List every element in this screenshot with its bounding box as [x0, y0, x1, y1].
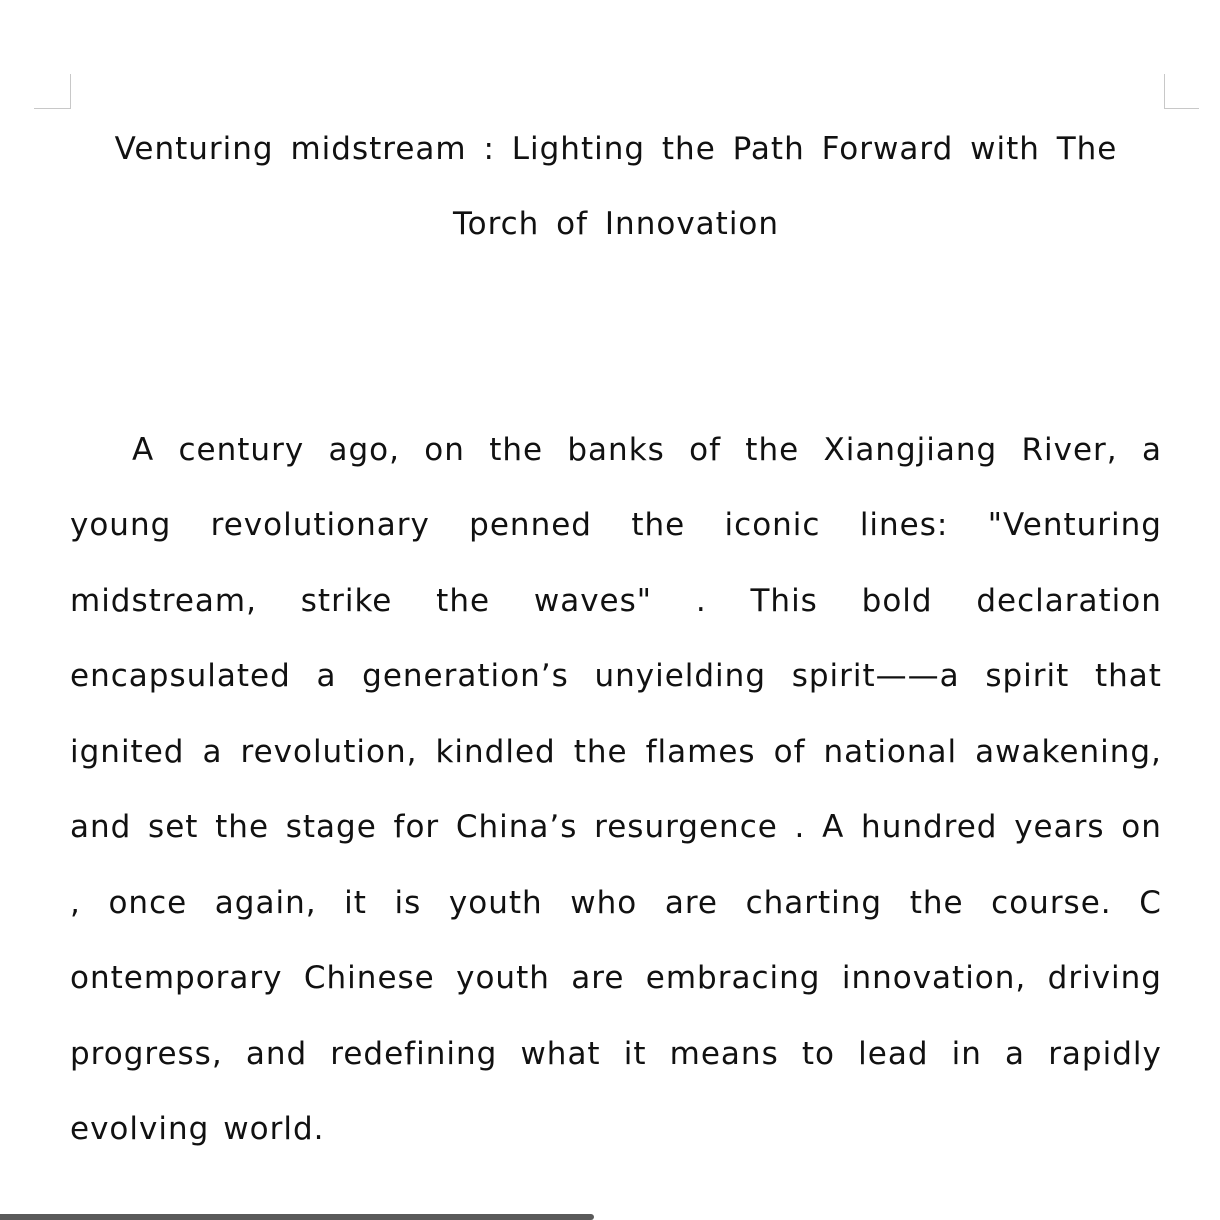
paragraph-word: stage [285, 809, 377, 846]
paragraph-word: lead [858, 1035, 929, 1072]
paragraph-word: China’s [455, 809, 578, 846]
paragraph-line [70, 714, 1162, 790]
paragraph-word: a [202, 733, 223, 770]
paragraph-line [70, 941, 1162, 1017]
paragraph-line [70, 1092, 1162, 1168]
paragraph-word: national [823, 733, 958, 770]
paragraph-word: for [393, 809, 440, 846]
paragraph-word: the [489, 431, 544, 468]
paragraph-line [70, 412, 1162, 488]
paragraph-word: lines: [859, 507, 949, 544]
paragraph-word: driving [1047, 960, 1162, 997]
paragraph-word: embracing [645, 960, 821, 997]
paragraph-word: unyielding [594, 658, 766, 695]
paragraph-word: rapidly [1048, 1035, 1162, 1072]
paragraph-word: a [1005, 1035, 1026, 1072]
document-title [70, 112, 1162, 262]
paragraph-word: world. [223, 1111, 325, 1148]
paragraph-word: Xiangjiang [823, 431, 998, 468]
paragraph-word: it [623, 1035, 647, 1072]
paragraph-word: the [631, 507, 686, 544]
paragraph-word: on [424, 431, 465, 468]
margin-corner-mark-right [1164, 74, 1199, 109]
paragraph-word: spirit——a [791, 658, 960, 695]
paragraph-line [70, 1016, 1162, 1092]
paragraph-word: young [70, 507, 172, 544]
paragraph-word: waves" [533, 582, 653, 619]
paragraph-word: strike [300, 582, 393, 619]
paragraph-word: redefining [330, 1035, 498, 1072]
title-line-2: Torch of Innovation [452, 206, 780, 242]
paragraph-word: evolving [70, 1111, 210, 1148]
paragraph-word: on [1121, 809, 1162, 846]
paragraph-word: resurgence [594, 809, 778, 846]
paragraph-word: A [132, 431, 155, 468]
paragraph-word: kindled [435, 733, 556, 770]
paragraph-word: encapsulated [70, 658, 291, 695]
paragraph-word: once [108, 884, 188, 921]
paragraph-word: Chinese [303, 960, 435, 997]
paragraph-word: the [909, 884, 964, 921]
paragraph-word: ontemporary [70, 960, 283, 997]
paragraph-word: means [669, 1035, 779, 1072]
paragraph-word: spirit [985, 658, 1070, 695]
paragraph-word: revolution, [240, 733, 418, 770]
paragraph-word: and [245, 1035, 308, 1072]
paragraph-word: declaration [976, 582, 1162, 619]
paragraph-word: what [520, 1035, 601, 1072]
title-line-1: Venturing midstream : Lighting the Path Forward with The [114, 131, 1118, 167]
paragraph-word: , [70, 884, 81, 921]
paragraph-word: . [695, 582, 707, 619]
paragraph-word: are [664, 884, 718, 921]
paragraph-word: iconic [724, 507, 821, 544]
paragraph-word: C [1139, 884, 1162, 921]
paragraph-word: set [148, 809, 199, 846]
paragraph-word: youth [456, 960, 550, 997]
paragraph-word: again, [214, 884, 317, 921]
paragraph-word: the [436, 582, 491, 619]
paragraph-word: River, [1021, 431, 1118, 468]
paragraph-line [70, 563, 1162, 639]
paragraph-line [70, 639, 1162, 715]
paragraph-word: and [70, 809, 132, 846]
paragraph-word: years [1014, 809, 1105, 846]
paragraph-word: revolutionary [210, 507, 430, 544]
paragraph-word: of [689, 431, 721, 468]
paragraph-word: are [571, 960, 625, 997]
paragraph-word: awakening, [975, 733, 1162, 770]
paragraph-word: the [573, 733, 628, 770]
paragraph-word: This [750, 582, 818, 619]
paragraph-word: of [773, 733, 806, 770]
paragraph-word: course. [991, 884, 1112, 921]
paragraph-word: banks [567, 431, 665, 468]
paragraph-word: hundred [861, 809, 998, 846]
paragraph-line [70, 865, 1162, 941]
paragraph-word: A [822, 809, 845, 846]
paragraph-word: penned [469, 507, 592, 544]
paragraph-word: flames [645, 733, 756, 770]
paragraph-word: is [394, 884, 422, 921]
paragraph-word: charting [745, 884, 883, 921]
paragraph-word: progress, [70, 1035, 223, 1072]
body-paragraph [70, 412, 1162, 1167]
paragraph-word: it [344, 884, 367, 921]
paragraph-word: in [951, 1035, 982, 1072]
paragraph-word: who [570, 884, 638, 921]
paragraph-word: bold [861, 582, 933, 619]
paragraph-word: "Venturing [987, 507, 1162, 544]
horizontal-scrollbar[interactable] [0, 1214, 594, 1220]
paragraph-line [70, 790, 1162, 866]
paragraph-word: a [316, 658, 337, 695]
margin-corner-mark-left [34, 74, 71, 109]
paragraph-word: . [794, 809, 806, 846]
paragraph-word: generation’s [362, 658, 569, 695]
paragraph-word: innovation, [841, 960, 1027, 997]
paragraph-word: ago, [328, 431, 400, 468]
paragraph-word: the [745, 431, 800, 468]
paragraph-line [70, 488, 1162, 564]
paragraph-word: youth [448, 884, 543, 921]
paragraph-word: a [1141, 431, 1162, 468]
paragraph-word: to [801, 1035, 835, 1072]
paragraph-word: midstream, [70, 582, 257, 619]
paragraph-word: ignited [70, 733, 185, 770]
paragraph-word: century [178, 431, 305, 468]
paragraph-word: the [215, 809, 270, 846]
paragraph-word: that [1094, 658, 1162, 695]
